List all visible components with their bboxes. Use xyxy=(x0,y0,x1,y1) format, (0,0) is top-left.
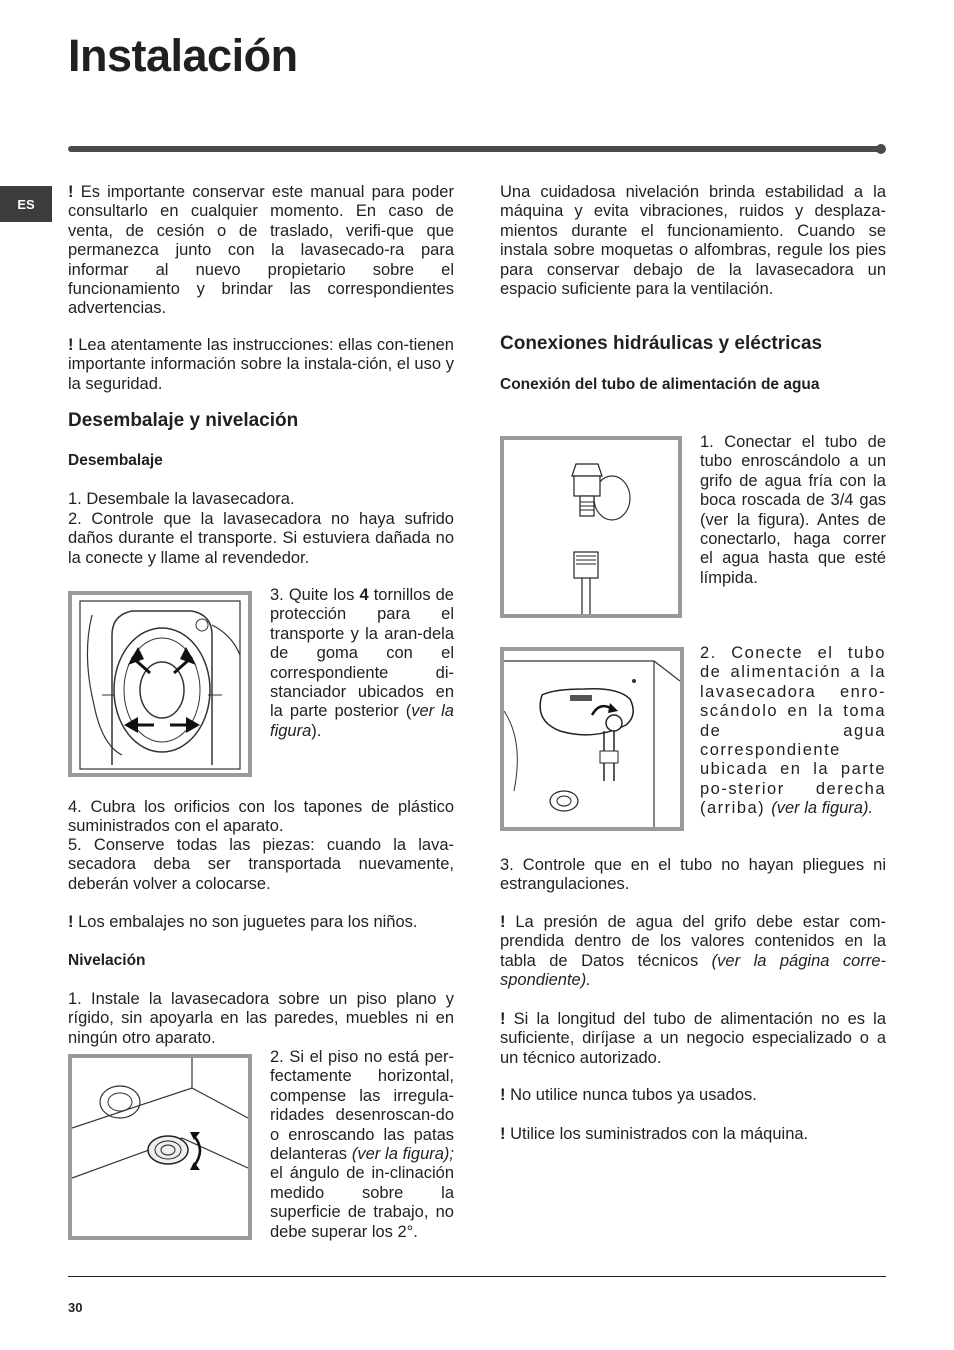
packaging-warning: ! Los embalajes no son juguetes para los niños. xyxy=(68,913,418,931)
heading-nivelacion: Nivelación xyxy=(68,952,146,969)
pressure-warning: ! La presión de agua del grifo debe estar com-prendida dentro de los valores contenidos en la tabla de Datos técnicos (ver la página corre-spondiente). xyxy=(500,913,886,990)
step-1: 1. Desembale la lavasecadora. xyxy=(68,490,295,508)
conexion-step-3: 3. Controle que en el tubo no hayan pliegues ni estrangulaciones. xyxy=(500,856,886,894)
heading-conexion-tubo: Conexión del tubo de alimentación de agua xyxy=(500,376,820,393)
warning-mark: ! xyxy=(500,1086,506,1104)
step-2: 2. Controle que la lavasecadora no haya sufrido daños durante el transporte. Si estuviera dañada no la conecte y llame al revendedor. xyxy=(68,510,454,567)
leveling-foot-illustration xyxy=(72,1058,248,1236)
transport-screws-figure xyxy=(68,591,252,777)
page-title: Instalación xyxy=(68,30,298,81)
heading-conexiones: Conexiones hidráulicas y eléctricas xyxy=(500,333,823,354)
warning-mark: ! xyxy=(68,336,74,354)
warning-mark: ! xyxy=(500,1125,506,1143)
warning-mark: ! xyxy=(68,183,74,201)
faucet-hose-illustration xyxy=(504,440,678,614)
conexion-step-2: 2. Conecte el tubo de alimentación a la lavasecadora enro-scándolo en la toma de agua correspondiente ubicada en la parte po-sterior derecha (arriba) (ver la figura). xyxy=(700,644,886,818)
water-inlet-figure xyxy=(500,647,684,831)
footer-rule xyxy=(68,1276,886,1277)
nivelacion-step-2: 2. Si el piso no está per-fectamente horizontal, compense las irregula-ridades desenroscan-do o enroscando las patas delanteras (ver la figura); el ángulo de in-clinación medido sobre la superficie de trabajo, no debe superar los 2°. xyxy=(270,1048,455,1241)
washer-back-illustration xyxy=(72,595,248,773)
heading-desembalaje-nivelacion: Desembalaje y nivelación xyxy=(68,410,299,431)
nivelacion-benefits: Una cuidadosa nivelación brinda estabilidad a la máquina y evita vibraciones, ruidos y desplaza-mientos durante el funcionamiento. Cuando se instala sobre moquetas o alfombras, regule los pies para conservar debajo de la lavasecadora un espacio suficiente para la ventilación. xyxy=(500,183,886,299)
faucet-figure xyxy=(500,436,682,618)
nivelacion-step-1: 1. Instale la lavasecadora sobre un piso plano y rígido, sin apoyarla en las paredes, muebles ni en ningún otro aparato. xyxy=(68,990,454,1047)
used-hose-warning: ! No utilice nunca tubos ya usados. xyxy=(500,1086,757,1104)
warning-mark: ! xyxy=(500,913,506,931)
intro-paragraph-2 xyxy=(68,336,454,394)
intro-text-1: Es importante conservar este manual para poder consultarlo en cualquier momento. En caso de venta, de cesión o de traslado, verifi-que que permanezca junto con la lavasecado-ra para informar al nuevo propietario sobre el funcionamiento y brindar las correspondientes advertencias. xyxy=(68,183,454,318)
conexion-step-1: 1. Conectar el tubo de tubo enroscándolo a un grifo de agua fría con la boca roscada de 3/4 gas (ver la figura). Antes de conectarlo, haga correr el agua hasta que esté límpida. xyxy=(700,433,886,587)
leveling-foot-figure xyxy=(68,1054,252,1240)
hose-length-warning: ! Si la longitud del tubo de alimentación no es la suficiente, diríjase a un negocio especializado o a un técnico autorizado. xyxy=(500,1010,887,1067)
supplied-hose-warning: ! Utilice los suministrados con la máquina. xyxy=(500,1125,809,1143)
warning-mark: ! xyxy=(68,913,74,931)
title-rule xyxy=(68,146,880,152)
step-3: 3. Quite los 4 tornillos de protección para el transporte y la aran-dela de goma con el correspondiente di-stanciador ubicados en la parte posterior (ver la figura). xyxy=(270,586,454,740)
intro-text-2: Lea atentamente las instrucciones: ellas con-tienen importante información sobre la instala-ción, el uso y la seguridad. xyxy=(68,336,454,393)
step-4: 4. Cubra los orificios con los tapones de plástico suministrados con el aparato. xyxy=(68,798,454,836)
language-tab: ES xyxy=(0,186,52,222)
heading-desembalaje: Desembalaje xyxy=(68,452,163,469)
warning-mark: ! xyxy=(500,1010,506,1028)
page-number: 30 xyxy=(68,1300,83,1315)
water-inlet-illustration xyxy=(504,651,680,827)
intro-paragraph-1 xyxy=(68,183,454,319)
step-5: 5. Conserve todas las piezas: cuando la lava-secadora deba ser transportada nuevamente, deberán volver a colocarse. xyxy=(68,836,454,893)
